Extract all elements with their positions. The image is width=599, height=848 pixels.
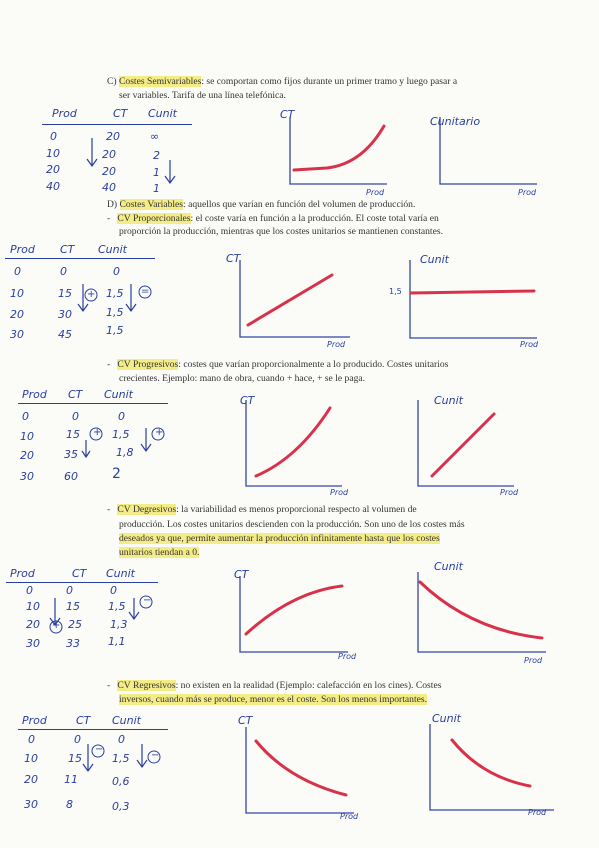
cv1-graph-ct-ylabel: CT (226, 252, 241, 265)
c1-line2: ser variables. Tarifa de una línea telefónica. (119, 90, 286, 101)
degr-graph-cunit-xlabel: Prod (524, 656, 543, 665)
regr-term: CV Regresivos (117, 680, 176, 691)
c1-ct-curve (294, 126, 384, 170)
prog-cell: 10 (20, 430, 34, 443)
regr-cell: 0 (28, 733, 35, 746)
d-line1 (107, 198, 415, 211)
prog-plus-mark-cunit: + (155, 427, 164, 438)
degr-line4-text: unitarios tiendan a 0. (119, 547, 200, 558)
prog-cunit-curve (432, 414, 494, 476)
c1-cell: 20 (102, 148, 116, 161)
cv1-header-rule (5, 258, 155, 259)
degr-graph-ct-xlabel: Prod (338, 652, 357, 661)
prog-graph-cunit-ylabel: Cunit (434, 394, 463, 407)
c1-cell: 40 (46, 180, 60, 193)
cv1-graph-ct-xlabel: Prod (327, 340, 346, 349)
cv1-line2: proporción la producción, mientras que los costes unitarios se mantienen constantes. (119, 226, 443, 237)
c1-graph-ct-xlabel: Prod (366, 188, 385, 197)
c1-cell: 10 (46, 147, 60, 160)
regr-graph-ct-ylabel: CT (238, 714, 253, 727)
degr-line1: - CV Degresivos: la variabilidad es menos proporcional respecto al volumen de (107, 504, 417, 515)
prog-term: CV Progresivos (117, 359, 179, 370)
prog-graph-ct (238, 398, 348, 498)
prog-graph-cunit (410, 398, 520, 498)
prog-header-rule (18, 403, 168, 404)
regr-line2 (119, 693, 427, 706)
c1-cell: 20 (106, 130, 120, 143)
degr-cell: 30 (26, 637, 40, 650)
prog-cell: 0 (72, 410, 79, 423)
degr-cell: 0 (66, 584, 73, 597)
regr-ct-curve (256, 741, 346, 795)
cv1-plus-mark: + (87, 289, 96, 300)
regr-minus-mark-cunit: − (151, 750, 160, 761)
c1-header-prod: Prod (52, 107, 77, 120)
prog-cell: 35 (64, 448, 78, 461)
cv1-cell: 0 (113, 265, 120, 278)
c1-graph-cunit-xlabel: Prod (518, 188, 537, 197)
regr-def: : no existen en la realidad (Ejemplo: calefacción en los cines). Costes (175, 680, 442, 691)
c1-cell: 20 (46, 163, 60, 176)
cv1-equal-mark: = (141, 286, 150, 297)
cv1-cell: 30 (58, 308, 72, 321)
prog-header-ct: CT (68, 388, 83, 401)
cv1-cunit-curve (411, 291, 534, 293)
axis (430, 724, 554, 810)
cv1-cell: 20 (10, 308, 24, 321)
cv1-graph-ct (232, 255, 352, 350)
prog-cell: 60 (64, 470, 78, 483)
regr-graph-ct-xlabel: Prod (340, 812, 359, 821)
cv1-graph-cunit (402, 258, 542, 353)
c1-header-ct: CT (113, 107, 128, 120)
prog-cell: 30 (20, 470, 34, 483)
regr-cell: 30 (24, 798, 38, 811)
cv1-cell: 0 (14, 265, 21, 278)
c1-cell: 1 (153, 166, 160, 179)
regr-cell: 20 (24, 773, 38, 786)
prog-ct-curve (256, 408, 330, 476)
degr-header-rule (6, 582, 158, 583)
degr-graph-ct (232, 574, 352, 674)
cv1-cell: 45 (58, 328, 72, 341)
degr-graph-cunit (410, 570, 550, 670)
cv1-cell: 1,5 (106, 324, 124, 337)
regr-cell: 10 (24, 752, 38, 765)
cv1-graph-cunit-ytick: 1,5 (389, 287, 402, 296)
prog-header-cunit: Cunit (104, 388, 133, 401)
cv1-arrows-icon (75, 280, 195, 330)
cv1-line1: - CV Proporcionales: el coste varía en función a la producción. El coste total varía en (107, 213, 439, 224)
c1-cell: 1 (153, 182, 160, 195)
c1-cell: 40 (102, 181, 116, 194)
c1-graph-cunit-ylabel: Cunitario (430, 115, 481, 128)
prog-cell: 15 (66, 428, 80, 441)
cv1-cell: 1,5 (106, 287, 124, 300)
cv1-graph-cunit-ylabel: Cunit (420, 253, 449, 266)
degr-graph-cunit-ylabel: Cunit (434, 560, 463, 573)
regr-graph-ct (238, 725, 358, 825)
degr-cell: 10 (26, 600, 40, 613)
degr-cell: 1,1 (108, 635, 126, 648)
regr-cell: 11 (64, 773, 78, 786)
c1-graph-ct-ylabel: CT (280, 108, 295, 121)
prog-cell: 2 (112, 466, 121, 482)
axis (418, 572, 546, 652)
regr-minus-mark-ct: − (95, 744, 104, 755)
c1-cell: 20 (102, 165, 116, 178)
cv1-cell: 15 (58, 287, 72, 300)
degr-header-prod: Prod (10, 567, 35, 580)
regr-header-rule (18, 729, 168, 730)
regr-header-cunit: Cunit (112, 714, 141, 727)
cv1-header-cunit: Cunit (98, 243, 127, 256)
regr-arrows-icon (68, 740, 218, 780)
regr-cell: 0,3 (112, 800, 130, 813)
cv1-cell: 30 (10, 328, 24, 341)
d-term: Costes Variables (119, 199, 184, 210)
c1-def: : se comportan como fijos durante un primer tramo y luego pasar a (201, 76, 458, 87)
prog-graph-cunit-xlabel: Prod (500, 488, 519, 497)
cv1-ct-curve (248, 275, 332, 325)
cv1-graph-cunit-xlabel: Prod (520, 340, 539, 349)
d-def: : aquellos que varían en función del volumen de producción. (183, 199, 416, 210)
degr-cell: 25 (68, 618, 82, 631)
cv1-cell: 0 (60, 265, 67, 278)
prog-line1: - CV Progresivos: costes que varían proporcionalmente a lo producido. Costes unitarios (107, 359, 449, 370)
degr-cunit-curve (420, 582, 542, 638)
degr-cell: 15 (66, 600, 80, 613)
regr-cell: 15 (68, 752, 82, 765)
degr-line2: producción. Los costes unitarios descienden con la producción. Son uno de los costes más (119, 519, 465, 530)
prog-cell: 1,5 (112, 428, 130, 441)
prog-cell: 20 (20, 449, 34, 462)
c1-header-cunit: Cunit (148, 107, 177, 120)
regr-graph-cunit (422, 722, 562, 822)
degr-line3-text: deseados ya que, permite aumentar la producción infinitamente hasta que los costes (119, 533, 440, 544)
c1-term: Costes Semivariables (119, 76, 202, 87)
degr-graph-ct-ylabel: CT (234, 568, 249, 581)
regr-cell: 0,6 (112, 775, 130, 788)
regr-line1: - CV Regresivos: no existen en la realidad (Ejemplo: calefacción en los cines). Costes (107, 680, 442, 691)
cv1-def: : el coste varía en función a la producción. El coste total varía en (190, 213, 439, 224)
axis (290, 117, 387, 184)
cv1-cell: 10 (10, 287, 24, 300)
degr-plus-mark: + (52, 620, 61, 631)
degr-cell: 33 (66, 637, 80, 650)
degr-line4 (119, 546, 199, 559)
c1-down-arrows-icon (80, 130, 280, 200)
regr-cunit-curve (452, 740, 530, 786)
prog-plus-mark-ct: + (93, 427, 102, 438)
c1-header-rule (42, 124, 192, 125)
regr-cell: 8 (66, 798, 73, 811)
c1-cell: 2 (153, 149, 160, 162)
degr-cell: 1,5 (108, 600, 126, 613)
c1-cell: 0 (50, 130, 57, 143)
prog-graph-ct-ylabel: CT (240, 394, 255, 407)
prog-cell: 0 (118, 410, 125, 423)
prog-graph-ct-xlabel: Prod (330, 488, 349, 497)
c1-graph-ct (282, 112, 392, 192)
degr-cell: 1,3 (110, 618, 128, 631)
cv1-term: CV Proporcionales (117, 213, 191, 224)
degr-def: : la variabilidad es menos proporcional respecto al volumen de (176, 504, 417, 515)
d-letter: D) (107, 199, 120, 210)
prog-cell: 1,8 (116, 446, 134, 459)
regr-cell: 1,5 (112, 752, 130, 765)
degr-ct-curve (246, 586, 342, 634)
c1-cell: ∞ (150, 130, 160, 143)
cv1-header-prod: Prod (10, 243, 35, 256)
regr-header-ct: CT (76, 714, 91, 727)
cv1-header-ct: CT (60, 243, 75, 256)
prog-def: : costes que varían proporcionalmente a lo producido. Costes unitarios (178, 359, 449, 370)
c1-line1 (107, 75, 527, 88)
axis (246, 727, 354, 813)
degr-term: CV Degresivos (117, 504, 177, 515)
regr-cell: 0 (74, 733, 81, 746)
degr-cell: 20 (26, 618, 40, 631)
regr-graph-cunit-ylabel: Cunit (432, 712, 461, 725)
regr-line2-text: inversos, cuando más se produce, menor es el coste. Son los menos importantes. (119, 694, 428, 705)
prog-line2: crecientes. Ejemplo: mano de obra, cuando + hace, + se le paga. (119, 373, 366, 384)
prog-header-prod: Prod (22, 388, 47, 401)
degr-line3 (119, 532, 440, 545)
prog-cell: 0 (22, 410, 29, 423)
degr-header-ct: CT (72, 567, 87, 580)
regr-header-prod: Prod (22, 714, 47, 727)
axis (410, 260, 537, 338)
degr-header-cunit: Cunit (106, 567, 135, 580)
degr-cell: 0 (110, 584, 117, 597)
c1-letter: C) (107, 76, 119, 87)
regr-cell: 0 (118, 733, 125, 746)
cv1-cell: 1,5 (106, 306, 124, 319)
regr-graph-cunit-xlabel: Prod (528, 808, 547, 817)
degr-minus-mark: − (143, 595, 152, 606)
degr-arrows-icon (40, 594, 190, 634)
degr-cell: 0 (26, 584, 33, 597)
